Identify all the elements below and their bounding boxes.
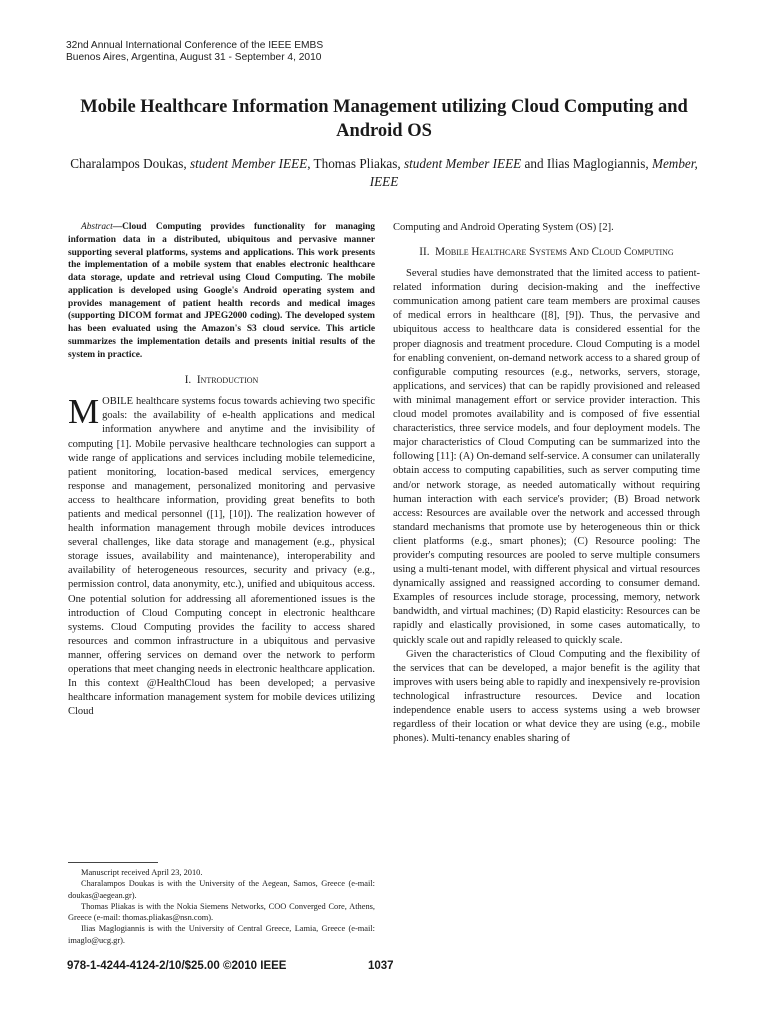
abstract-text: Cloud Computing provides functionality for managing information data in a distributed, ubiquitous and pervasive manner supporting several platforms, systems and applications. This work presents the implementation of a mobile system that enables electronic healthcare data storage, update and retrieval using Cloud Computing. The mobile application is developed using Google's Android operating system and provides management of patient health records and medical images (supporting DICOM format and JPEG2000 coding). The developed system has been evaluated using the Amazon's S3 cloud service. This article summarizes the implementation details and presents initial results of the system in practice. [68, 222, 375, 360]
introduction-continuation: Computing and Android Operating System (OS) [2]. [393, 222, 614, 233]
right-column [393, 221, 700, 746]
conference-header [66, 40, 323, 64]
section-2-number: II. [419, 246, 430, 259]
conference-location: Buenos Aires, Argentina, August 31 - September 4, 2010 [66, 52, 322, 63]
author-3-role: Member, IEEE [369, 156, 698, 189]
section-1-number: I. [184, 374, 192, 387]
left-column [68, 221, 375, 719]
section-2-title: Mobile Healthcare Systems And Cloud Computing [435, 246, 674, 259]
author-1-role: student Member IEEE [190, 156, 308, 171]
footnote-author-3: Ilias Maglogiannis is with the University of Central Greece, Lamia, Greece (e-mail: imaglo@ucg.gr). [68, 924, 375, 945]
section-1-heading [68, 373, 375, 387]
section-2-paragraph-2: Given the characteristics of Cloud Computing and the flexibility of the services that can be developed, a major benefit is the agility that improves with users being able to rapidly and inexpensively re-provision technological infrastructure resources. Device and location independence enable users to access systems using a web browser regardless of their location or what device they are using (e.g., mobile phones). Multi-tenancy enables sharing of [393, 648, 700, 745]
paper-title: Mobile Healthcare Information Management utilizing Cloud Computing and Android OS [80, 97, 688, 141]
footnote-rule [68, 862, 158, 863]
author-2-name: , Thomas Pliakas, [307, 156, 405, 171]
introduction-paragraph [68, 392, 375, 719]
footnotes [68, 867, 375, 946]
footnote-author-1: Charalampos Doukas is with the University of the Aegean, Samos, Greece (e-mail: doukas@aegean.gr). [68, 879, 375, 900]
drop-cap: M [68, 392, 100, 432]
section-2-paragraph-1: Several studies have demonstrated that the limited access to patient-related information during decision-making and the ineffective communication among patient care team members are proximal causes of medical errors in healthcare ([8], [9]). Thus, the pervasive and ubiquitous access to healthcare data is considered essential for the proper diagnosis and treatment procedure. Cloud Computing is a model for enabling convenient, on-demand network access to a shared group of configurable computing resources (e.g., networks, servers, storage, applications, and services) that can be rapidly provisioned and released with minimal management effort or service provider interaction. This cloud model promotes availability and is composed of five essential characteristics, three service models, and four deployment models. The major characteristics of Cloud Computing can be summarized into the following [11]: (A) On-demand self-service. A consumer can unilaterally obtain access to computing capabilities, such as server computing time and/or network storage, as needed automatically without requiring human interaction with each service's provider; (B) Broad network access: Resources are available over the network and accessed through standard mechanisms that promote use by heterogeneous thin or thick client platforms (e.g., smart phones); (C) Resource pooling: The provider's computing resources are pooled to serve multiple consumers using a multi-tenant model, with different physical and virtual resources dynamically assigned and reassigned according to consumer demand. Examples of resources include storage, processing, memory, network bandwidth, and virtual machines; (D) Rapid elasticity: Resources can be rapidly and elastically provisioned, in some cases automatically, to quickly scale out and rapidly released to quickly scale. [393, 268, 700, 646]
footer-isbn: 978-1-4244-4124-2/10/$25.00 ©2010 IEEE [67, 960, 287, 972]
footnote-received: Manuscript received April 23, 2010. [81, 868, 203, 877]
section-2-heading [399, 245, 694, 259]
section-1-title: Introduction [196, 374, 259, 387]
footnote-author-2: Thomas Pliakas is with the Nokia Siemens Networks, COO Converged Core, Athens, Greece (e-mail: thomas.pliakas@nsn.com). [68, 901, 375, 923]
abstract-label: Abstract [81, 222, 113, 232]
author-list [70, 155, 698, 191]
introduction-text: OBILE healthcare systems focus towards achieving two specific goals: the availability of e-health applications and medical information anywhere and anytime and the invisibility of computing [1]. Mobile pervasive healthcare technologies can support a wide range of applications and services including mobile telemedicine, patient monitoring, location-based medical services, emergency response and management, personalized monitoring and pervasive access to healthcare information, providing great benefits to both patients and medical personnel ([1], [10]). The realization however of health information management through mobile devices introduces several challenges, like data storage and management (e.g., physical storage issues, availability and maintenance), interoperability and availability of heterogeneous resources, security and privacy (e.g., permission control, data anonymity, etc.), unified and ubiquitous access. One potential solution for addressing all aforementioned issues is the introduction of Cloud Computing concept in electronic healthcare systems. Cloud Computing provides the facility to access shared resources and common infrastructure in a ubiquitous and pervasive manner, offering services on demand over the network to perform operations that meet changing needs in electronic healthcare application. In this context @HealthCloud has been developed; a pervasive healthcare information management system for mobile devices utilizing Cloud [68, 396, 375, 718]
conference-name: 32nd Annual International Conference of the IEEE EMBS [66, 40, 324, 51]
author-2-role: student Member IEEE [404, 156, 522, 171]
author-1-name: Charalampos Doukas, [70, 156, 190, 171]
abstract-dash: — [112, 222, 123, 232]
author-3-name: and Ilias Maglogiannis, [521, 156, 652, 171]
abstract [68, 221, 375, 361]
page-number: 1037 [368, 960, 394, 972]
